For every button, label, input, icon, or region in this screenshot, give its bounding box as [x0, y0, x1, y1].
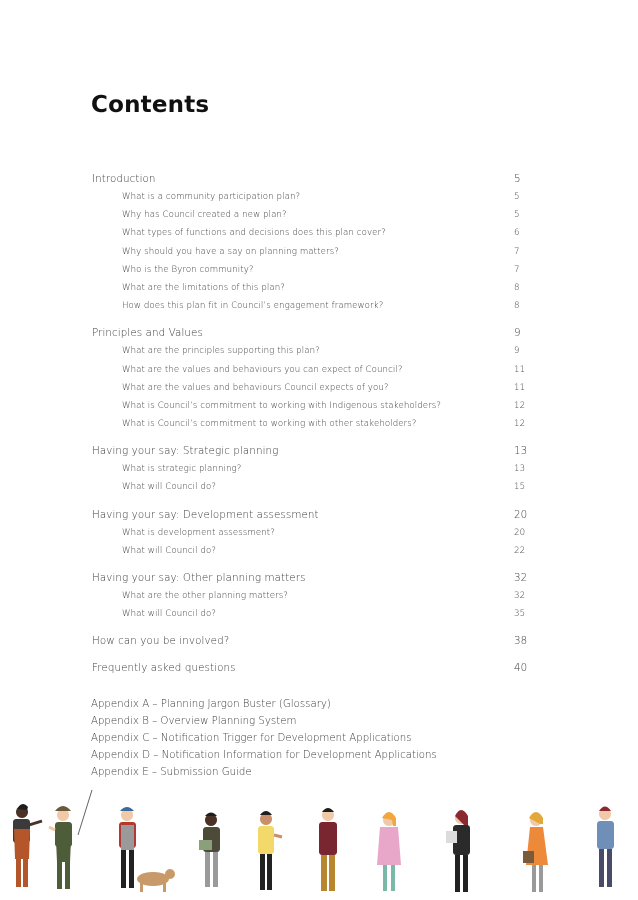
toc-page-number: 5	[514, 210, 520, 221]
toc-page-number: 5	[514, 173, 521, 185]
toc-subsection-label: What is strategic planning?	[122, 464, 242, 475]
person-7-illustration	[377, 812, 401, 891]
toc-section-label: Principles and Values	[92, 327, 203, 340]
toc-section-label: How can you be involved?	[92, 635, 230, 648]
toc-subsection-entry[interactable]	[92, 542, 532, 560]
appendix-item[interactable]: Appendix C – Notification Trigger for Development Applications	[91, 733, 412, 744]
toc-section-label: Having your say: Other planning matters	[92, 572, 306, 584]
toc-subsection-label: How does this plan fit in Council’s engagement framework?	[122, 301, 384, 312]
toc-subsection-label: What are the other planning matters?	[122, 591, 288, 601]
appendix-item[interactable]: Appendix E – Submission Guide	[91, 767, 252, 778]
toc-page-number: 7	[514, 246, 520, 257]
toc-section-entry[interactable]	[92, 324, 532, 342]
toc-page-number: 6	[514, 228, 520, 239]
toc-subsection-label: What are the principles supporting this plan?	[122, 346, 320, 357]
toc-subsection-entry[interactable]	[92, 587, 532, 605]
toc-page-number: 11	[514, 382, 526, 393]
toc-subsection-label: What types of functions and decisions does this plan cover?	[122, 228, 386, 239]
toc-subsection-entry[interactable]	[92, 261, 532, 279]
toc-page-number: 7	[514, 264, 520, 275]
toc-subsection-label: What are the limitations of this plan?	[122, 282, 285, 293]
toc-subsection-entry[interactable]	[92, 361, 532, 379]
toc-section-label: Having your say: Development assessment	[92, 508, 319, 521]
person-4-illustration	[199, 813, 220, 888]
page-title: Contents	[91, 92, 210, 118]
toc-subsection-entry[interactable]	[92, 460, 532, 478]
toc-page-number: 13	[514, 464, 526, 475]
toc-subsection-label: What are the values and behaviours you can expect of Council?	[122, 364, 403, 375]
toc-subsection-label: Why should you have a say on planning matters?	[122, 246, 339, 257]
toc-subsection-entry[interactable]	[92, 224, 532, 242]
toc-page-number: 22	[514, 545, 526, 556]
toc-page-number: 12	[514, 400, 526, 411]
toc-subsection-entry[interactable]	[92, 478, 532, 496]
toc-subsection-label: What is a community participation plan?	[122, 192, 301, 202]
toc-page-number: 35	[514, 609, 526, 620]
person-8-illustration	[446, 810, 470, 892]
toc-page-number: 11	[514, 364, 526, 375]
appendix-item[interactable]: Appendix B – Overview Planning System	[91, 716, 297, 727]
toc-subsection-entry[interactable]	[92, 206, 532, 224]
toc-subsection-label: What is Council’s commitment to working with Indigenous stakeholders?	[122, 400, 442, 411]
toc-subsection-entry[interactable]	[92, 415, 532, 433]
dog-illustration	[137, 869, 175, 892]
toc-section-entry[interactable]	[92, 632, 532, 650]
toc-subsection-entry[interactable]	[92, 605, 532, 623]
toc-subsection-entry[interactable]	[92, 297, 532, 315]
toc-subsection-label: What is Council’s commitment to working with other stakeholders?	[122, 419, 417, 430]
person-5-illustration	[258, 811, 282, 890]
person-2-illustration	[49, 790, 92, 889]
person-6-illustration	[319, 808, 337, 891]
community-people-illustration	[0, 785, 638, 900]
table-of-contents	[92, 170, 532, 677]
toc-subsection-entry[interactable]	[92, 188, 532, 206]
person-1-illustration	[13, 804, 42, 887]
toc-page-number: 32	[514, 591, 526, 601]
toc-page-number: 8	[514, 301, 520, 312]
toc-page-number: 15	[514, 482, 526, 493]
toc-subsection-entry[interactable]	[92, 379, 532, 397]
toc-page-number: 5	[514, 192, 520, 202]
toc-section-entry[interactable]	[92, 442, 532, 460]
toc-page-number: 38	[514, 635, 528, 648]
person-10-illustration	[597, 807, 614, 888]
toc-page-number: 40	[514, 662, 528, 675]
toc-page-number: 20	[514, 508, 528, 521]
toc-section-entry[interactable]	[92, 506, 532, 524]
person-9-illustration	[523, 812, 548, 892]
appendix-item[interactable]: Appendix A – Planning Jargon Buster (Glossary)	[91, 699, 331, 710]
toc-subsection-entry[interactable]	[92, 397, 532, 415]
toc-page-number: 9	[514, 327, 521, 340]
toc-section-entry[interactable]	[92, 659, 532, 677]
person-3-illustration	[119, 807, 136, 888]
toc-section-label: Frequently asked questions	[92, 662, 236, 675]
toc-page-number: 13	[514, 445, 528, 458]
toc-subsection-label: What will Council do?	[122, 545, 216, 556]
toc-subsection-label: What are the values and behaviours Council expects of you?	[122, 382, 389, 393]
toc-subsection-label: What will Council do?	[122, 482, 216, 493]
toc-subsection-label: Why has Council created a new plan?	[122, 210, 287, 221]
toc-subsection-entry[interactable]	[92, 524, 532, 542]
toc-subsection-entry[interactable]	[92, 243, 532, 261]
toc-subsection-entry[interactable]	[92, 342, 532, 360]
toc-section-entry[interactable]	[92, 569, 532, 587]
appendix-list	[91, 696, 437, 781]
toc-page-number: 32	[514, 572, 528, 584]
appendix-item[interactable]: Appendix D – Notification Information for Development Applications	[91, 750, 437, 761]
toc-subsection-label: Who is the Byron community?	[122, 264, 254, 275]
toc-subsection-label: What will Council do?	[122, 609, 216, 620]
toc-subsection-label: What is development assessment?	[122, 527, 275, 538]
toc-page-number: 12	[514, 419, 526, 430]
toc-page-number: 8	[514, 282, 520, 293]
toc-section-label: Introduction	[92, 173, 156, 185]
toc-section-label: Having your say: Strategic planning	[92, 445, 279, 458]
toc-page-number: 9	[514, 346, 520, 357]
toc-section-entry[interactable]	[92, 170, 532, 188]
toc-subsection-entry[interactable]	[92, 279, 532, 297]
toc-page-number: 20	[514, 527, 526, 538]
